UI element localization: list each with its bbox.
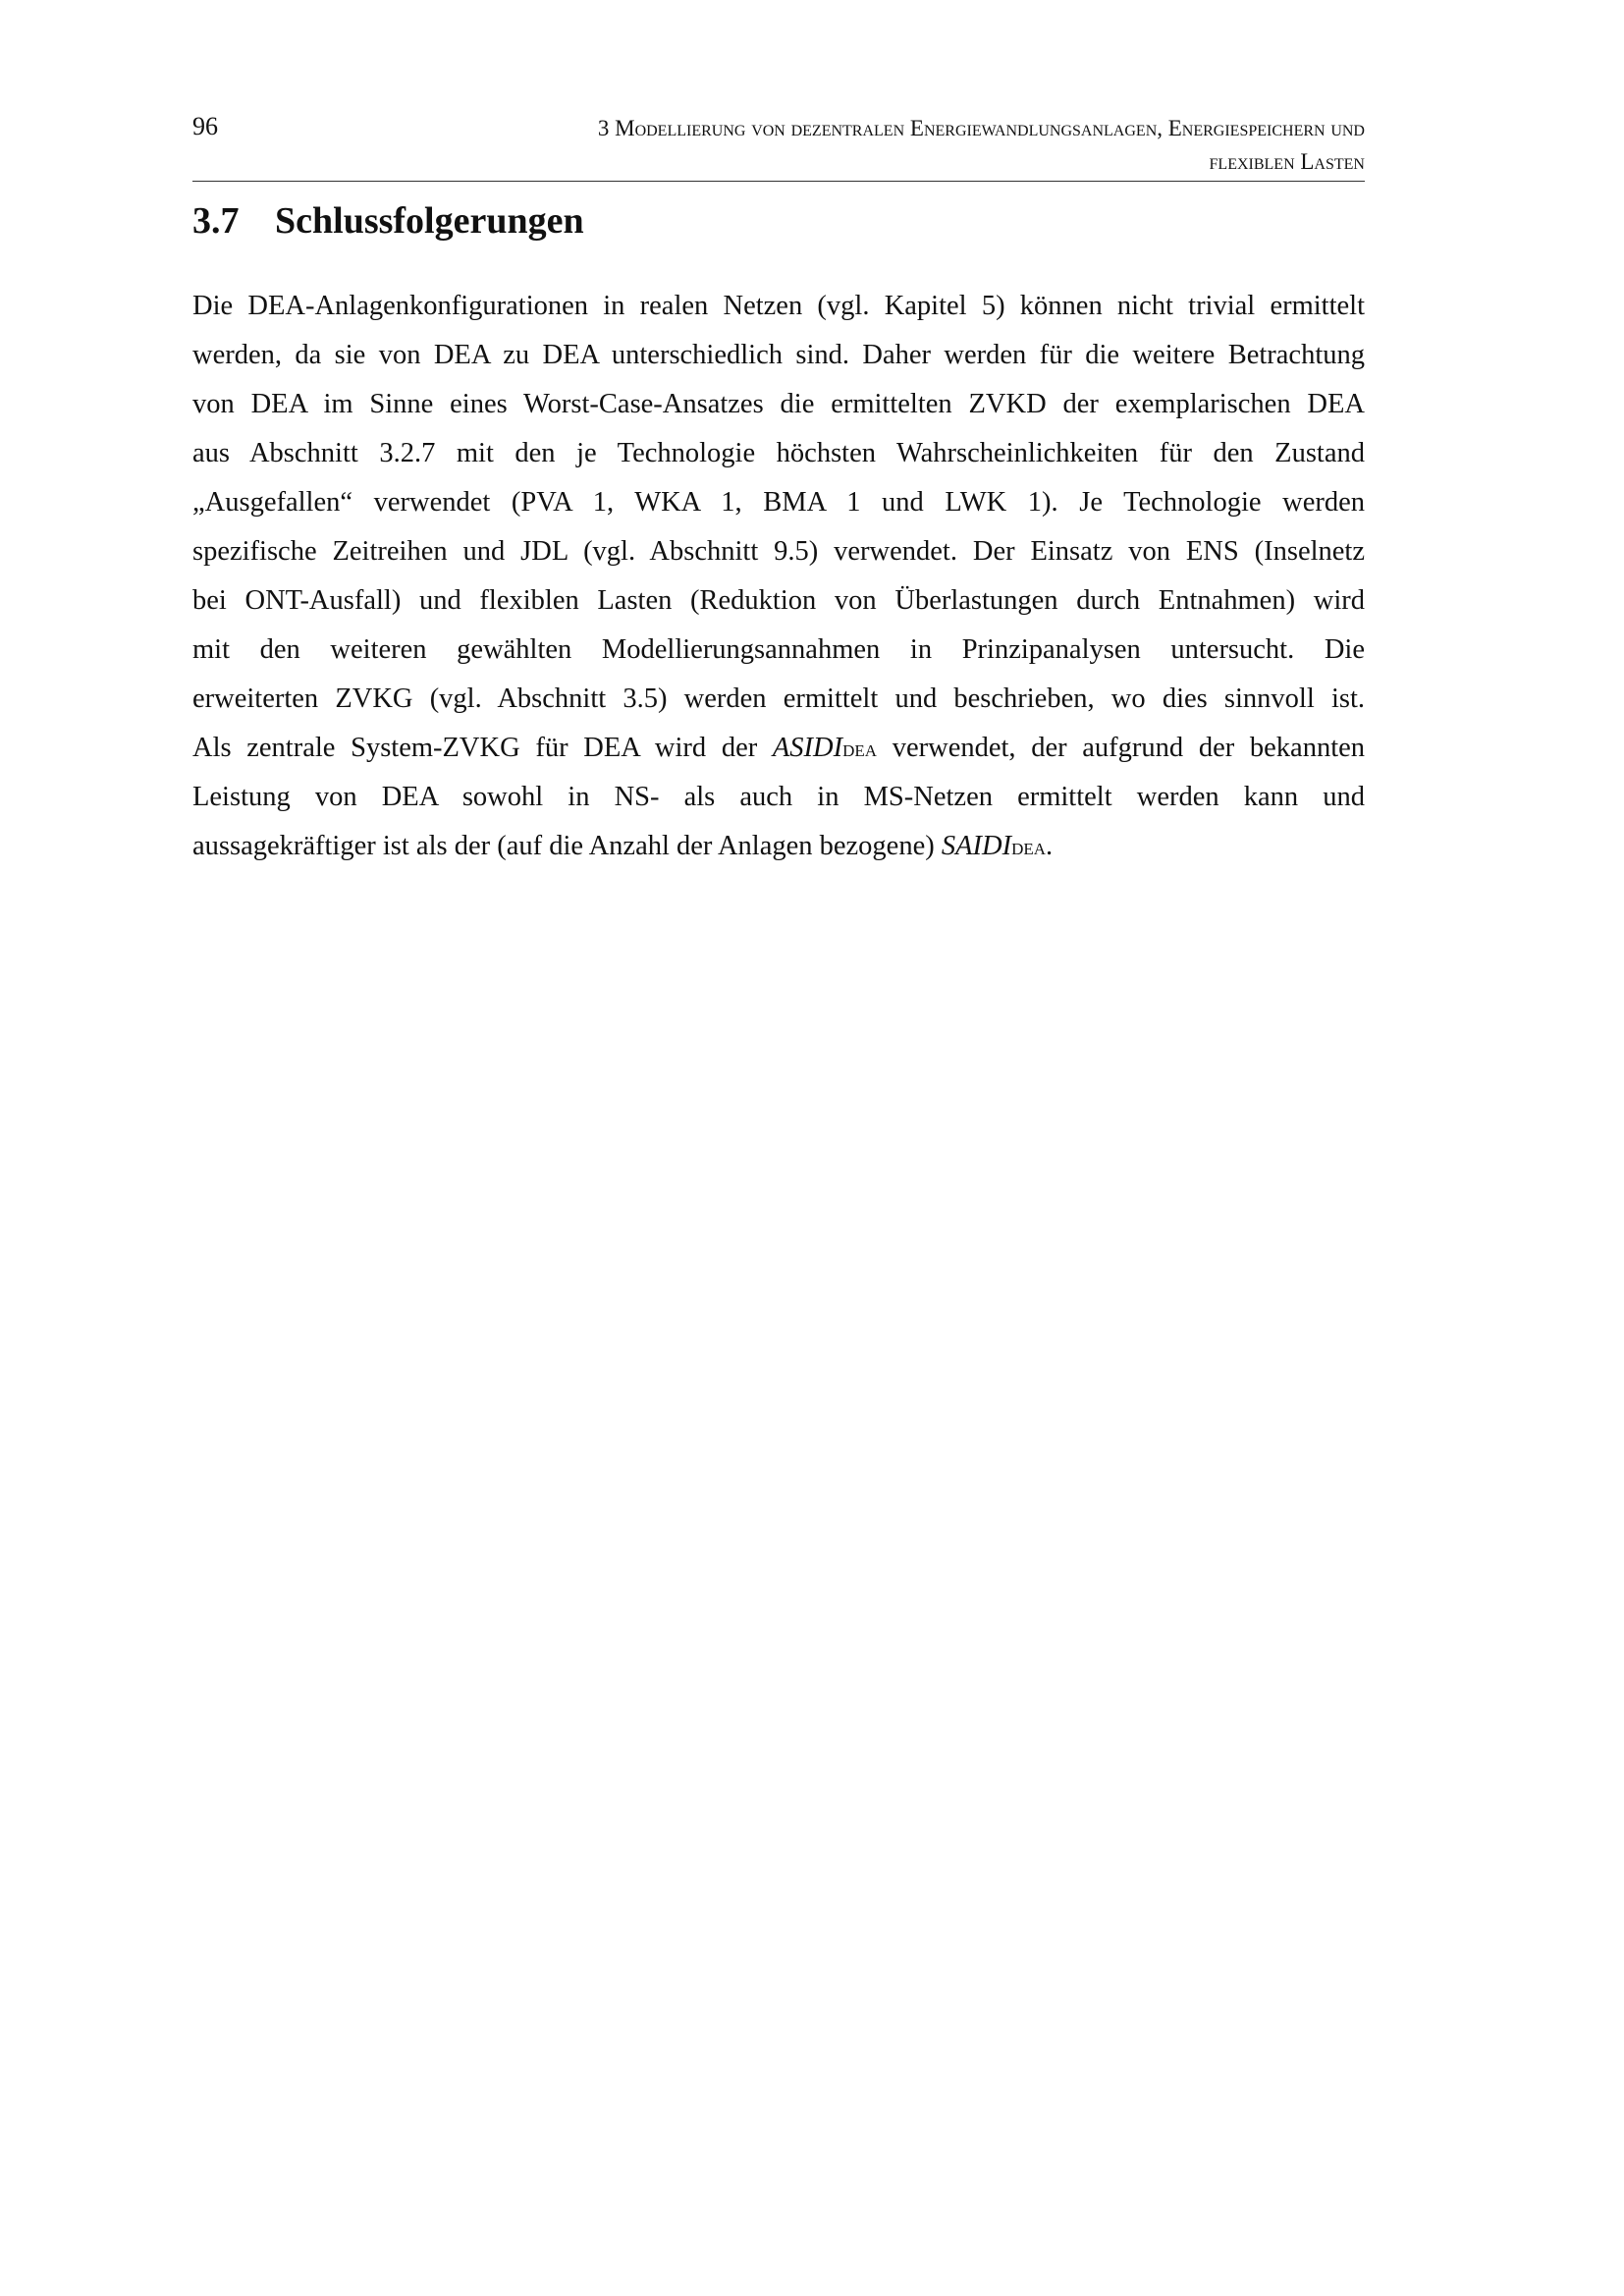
body-line-4: aus Abschnitt 3.2.7 mit den je Technologie höchsten Wahrscheinlichkeiten für den Zustand [192, 438, 1365, 468]
running-header [295, 112, 1365, 179]
section-title: Schlussfolgerungen [275, 200, 584, 242]
body-line-1: Die DEA-Anlagenkonfigurationen in realen Netzen (vgl. Kapitel 5) können nicht trivial ermittelt [192, 291, 1365, 321]
body-paragraph [192, 282, 1365, 871]
body-line-11: Leistung von DEA sowohl in NS- als auch in MS-Netzen ermittelt werden kann und [192, 782, 1365, 812]
header-rule [192, 181, 1365, 182]
body-line-12-before: aussagekräftiger ist als der (auf die Anzahl der Anlagen bezogene) [192, 831, 942, 861]
body-line-9: erweiterten ZVKG (vgl. Abschnitt 3.5) werden ermittelt und beschrieben, wo dies sinnvoll ist. [192, 683, 1365, 714]
body-line-2: werden, da sie von DEA zu DEA unterschiedlich sind. Daher werden für die weitere Betrachtung [192, 340, 1365, 370]
body-line-7: bei ONT-Ausfall) und flexiblen Lasten (Reduktion von Überlastungen durch Entnahmen) wird [192, 585, 1365, 616]
running-header-line-2: flexiblen Lasten [1209, 149, 1365, 174]
section-number: 3.7 [192, 200, 240, 242]
body-line-12-after: . [1046, 831, 1054, 861]
body-line-10-before: Als zentrale System-ZVKG für DEA wird der [192, 733, 773, 763]
body-line-5: „Ausgefallen“ verwendet (PVA 1, WKA 1, BMA 1 und LWK 1). Je Technologie werden [192, 487, 1365, 518]
body-line-10 [192, 724, 1365, 773]
body-line-12 [192, 822, 1365, 871]
asidi-symbol: ASIDI [772, 733, 843, 763]
asidi-subscript: DEA [842, 741, 878, 760]
section-heading [192, 196, 584, 246]
body-line-10-after: verwendet, der aufgrund der bekannten [877, 733, 1366, 763]
running-header-line-1: 3 Modellierung von dezentralen Energiewandlungsanlagen, Energiespeichern und [597, 116, 1365, 140]
body-line-6: spezifische Zeitreihen und JDL (vgl. Abschnitt 9.5) verwendet. Der Einsatz von ENS (Inselnetz [192, 536, 1365, 567]
saidi-symbol: SAIDI [941, 831, 1012, 861]
body-line-8: mit den weiteren gewählten Modellierungsannahmen in Prinzipanalysen untersucht. Die [192, 634, 1365, 665]
body-line-3: von DEA im Sinne eines Worst-Case-Ansatzes die ermittelten ZVKD der exemplarischen DEA [192, 389, 1365, 419]
saidi-subscript: DEA [1011, 840, 1047, 858]
page-number: 96 [192, 112, 218, 140]
